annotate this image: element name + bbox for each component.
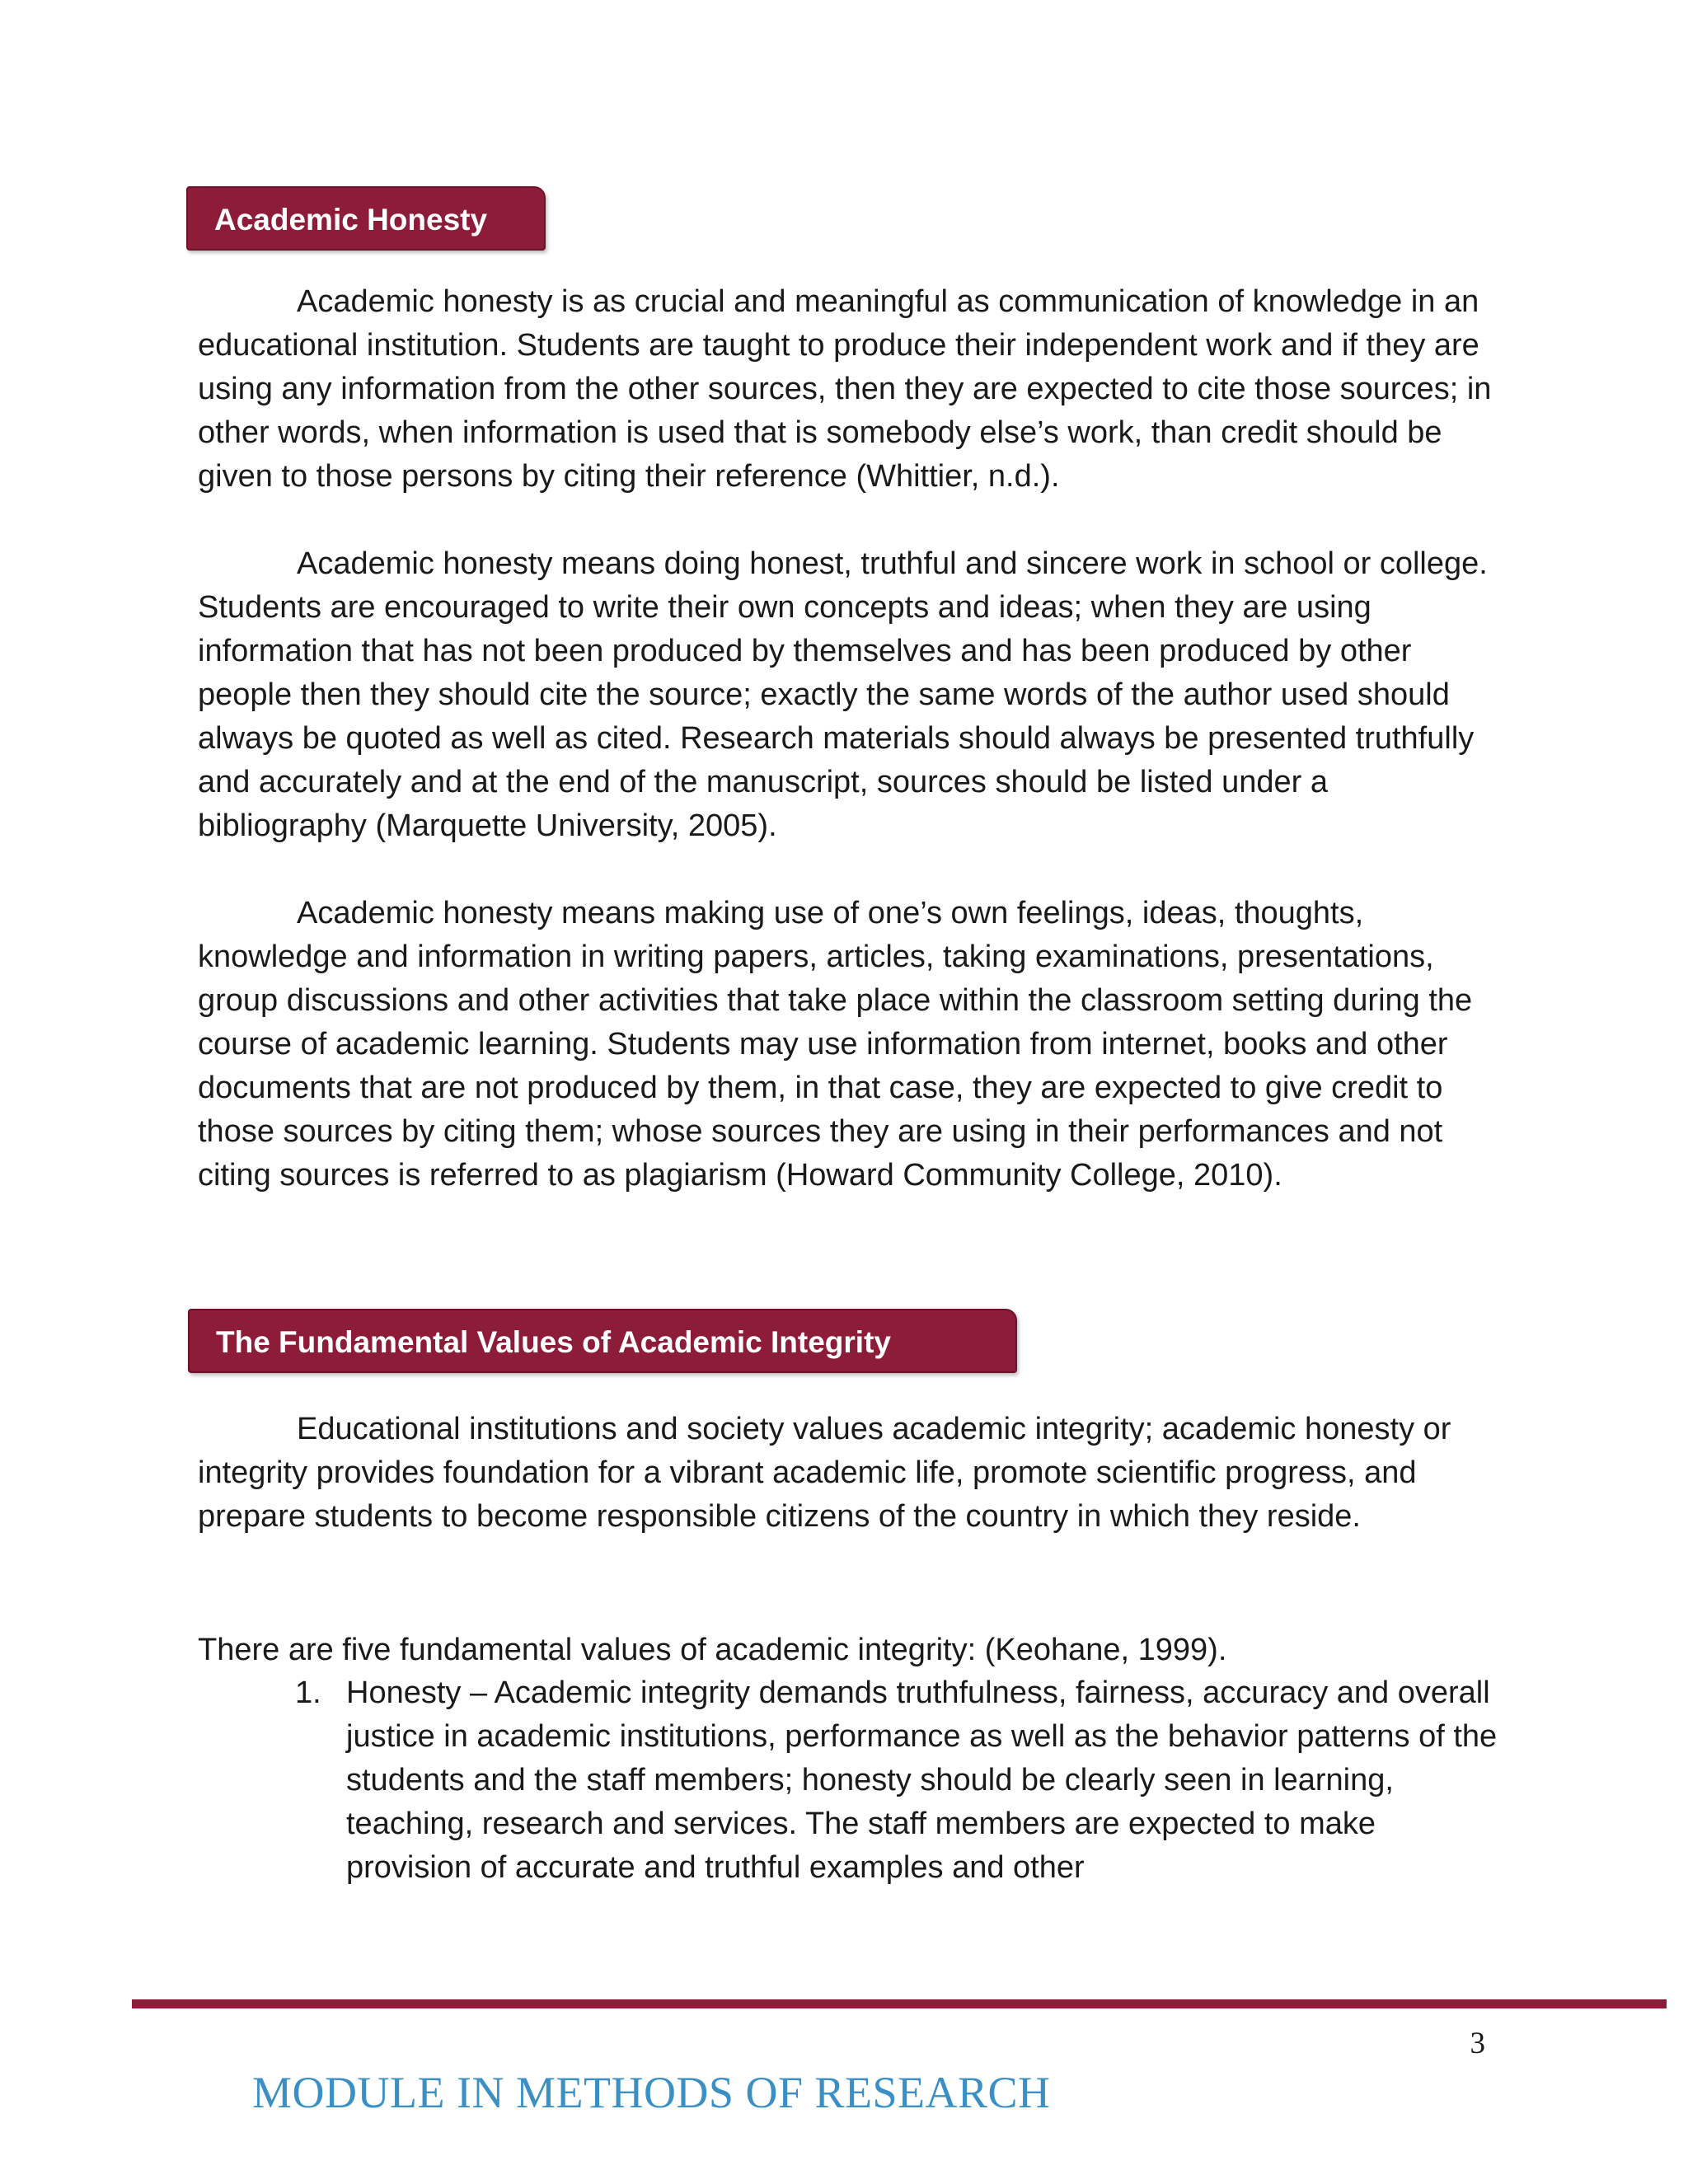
list-item-number: 1.: [295, 1675, 321, 1710]
paragraph: Academic honesty means doing honest, truthful and sincere work in school or college. Students are encouraged to write their own concepts and ideas; when they are using information that has not been produced by themselves and has been produced by other people then they should cite the source; exactly the same words of the author used should always be quoted as well as cited. Research materials should always be presented truthfully and accurately and at the end of the manuscript, sources should be listed under a bibliography (Marquette University, 2005).: [198, 546, 1488, 843]
list-intro: There are five fundamental values of academic integrity: (Keohane, 1999).: [198, 1633, 1227, 1667]
section-heading-academic-honesty: [186, 186, 546, 251]
paragraph: Academic honesty means making use of one’s own feelings, ideas, thoughts, knowledge and information in writing papers, articles, taking examinations, presentations, group discussions and other activities that take place within the classroom setting during the course of academic learning. Students may use information from internet, books and other documents that are not produced by them, in that case, they are expected to give credit to those sources by citing them; whose sources they are using in their performances and not citing sources is referred to as plagiarism (Howard Community College, 2010).: [198, 896, 1473, 1193]
list-item-text: Honesty – Academic integrity demands truthfulness, fairness, accuracy and overall justice in academic institutions, performance as well as the behavior patterns of the students and the staff members; honesty should be clearly seen in learning, teaching, research and services. The staff members are expected to make provision of accurate and truthful examples and other: [346, 1675, 1498, 1885]
paragraph: Educational institutions and society values academic integrity; academic honesty or integrity provides foundation for a vibrant academic life, promote scientific progress, and prepare students to become responsible citizens of the country in which they reside.: [198, 1412, 1451, 1534]
values-list: [295, 1671, 1498, 1890]
paragraph: Academic honesty is as crucial and meaningful as communication of knowledge in an educational institution. Students are taught to produce their independent work and if they are using any information from the other sources, then they are expected to cite those sources; in other words, when information is used that is somebody else’s work, than credit should be given to those persons by citing their reference (Whittier, n.d.).: [198, 284, 1492, 494]
section-heading-text: The Fundamental Values of Academic Integrity: [216, 1325, 891, 1359]
section-heading-fundamental-values: [188, 1309, 1017, 1373]
list-item: [295, 1671, 1498, 1890]
section-heading-text: Academic Honesty: [214, 203, 488, 237]
page-number: 3: [1470, 2027, 1485, 2060]
footer-rule: [132, 1999, 1667, 2008]
module-title: MODULE IN METHODS OF RESEARCH: [252, 2068, 1051, 2117]
